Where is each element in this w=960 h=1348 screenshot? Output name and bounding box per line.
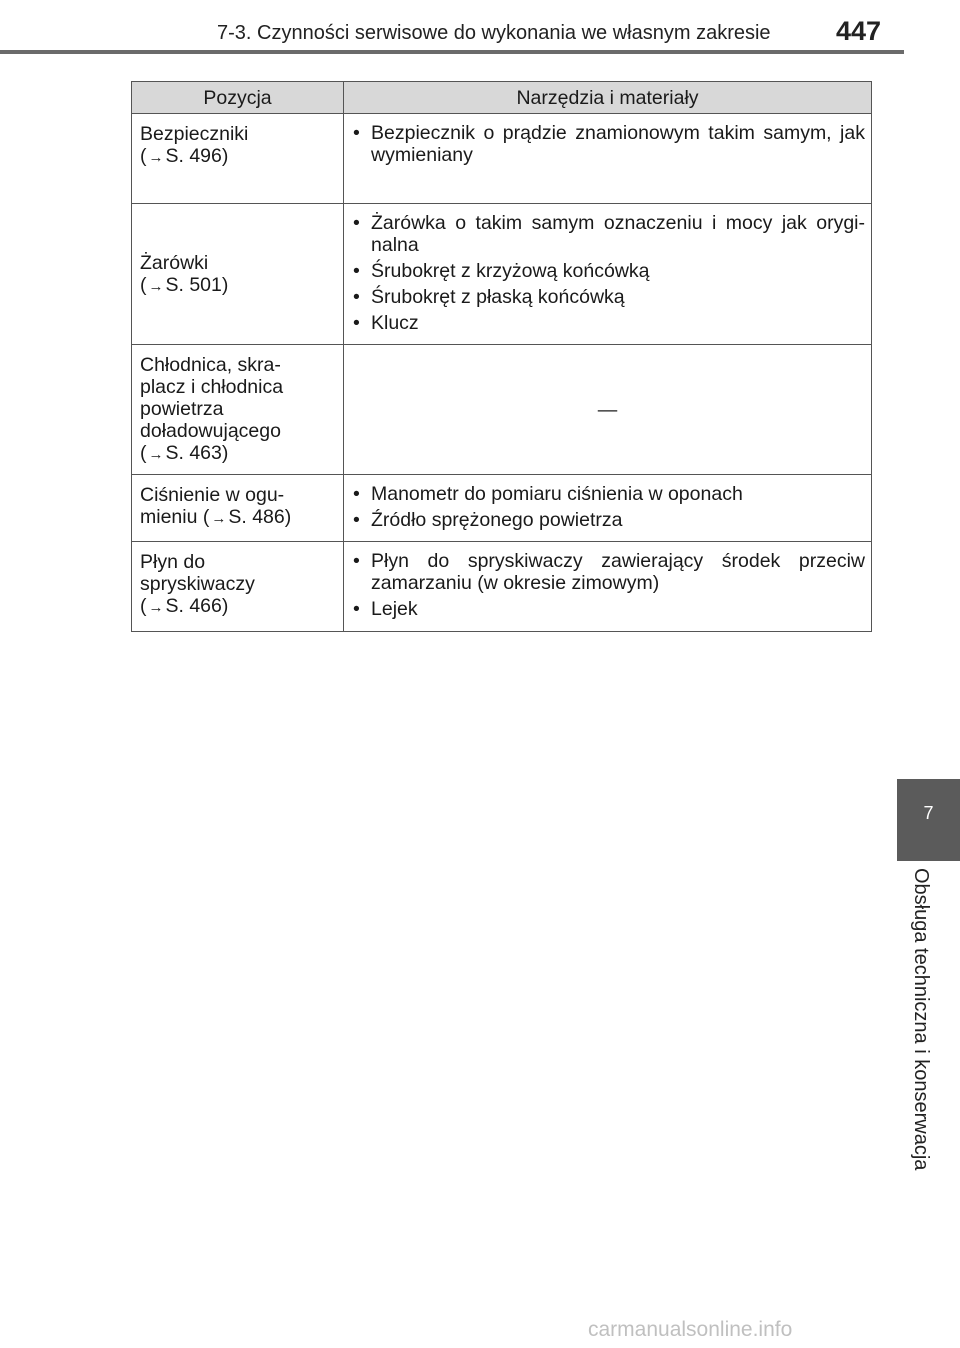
table-row (132, 204, 872, 345)
tools-list (352, 483, 865, 531)
page-reference-link[interactable]: S. 463) (165, 442, 229, 464)
list-item: • Płyn do spryskiwaczy zawierający środek przeciw zamarzaniu (w okresie zimowym) (352, 550, 865, 594)
page-reference-link[interactable]: S. 496) (165, 145, 229, 167)
item-label: spryskiwaczy (140, 573, 255, 595)
list-item: • Bezpiecznik o prądzie znamionowym takim samym, jak wymieniany (352, 122, 865, 166)
tools-cell (344, 114, 872, 204)
tools-list (352, 122, 865, 166)
tools-cell (344, 204, 872, 345)
list-item: • Źródło sprężonego powietrza (352, 509, 865, 531)
table-row (132, 475, 872, 542)
chapter-title: Obsługa techniczna i konserwacja (910, 868, 932, 1171)
item-label: Płyn do (140, 551, 206, 573)
item-label: placz i chłodnica (140, 376, 284, 398)
item-cell: Bezpieczniki ( → S. 496) (132, 114, 344, 204)
column-header-item: Pozycja (132, 82, 344, 114)
list-item: • Lejek (352, 598, 865, 620)
item-label: doładowującego (140, 420, 281, 442)
list-item: • Żarówka o takim samym oznaczeniu i mocy jak orygi-nalna (352, 212, 865, 256)
tools-table (131, 81, 872, 632)
arrow-right-icon: → (148, 446, 164, 463)
item-label: Ciśnienie w ogu- (140, 484, 285, 506)
table-row (132, 114, 872, 204)
item-label: powietrza (140, 398, 224, 420)
table-row (132, 542, 872, 632)
list-item: • Manometr do pomiaru ciśnienia w oponach (352, 483, 865, 505)
tools-list (352, 550, 865, 620)
item-label: Żarówki (140, 251, 209, 274)
table-header-row (132, 82, 872, 114)
tools-cell (344, 542, 872, 632)
list-item: • Śrubokręt z krzyżową końcówką (352, 260, 865, 282)
page-number: 447 (836, 16, 882, 46)
item-cell: Chłodnica, skra- placz i chłodnica powietrza doładowującego ( → S. 463) (132, 345, 344, 475)
column-header-tools: Narzędzia i materiały (344, 82, 872, 114)
arrow-right-icon: → (148, 599, 164, 616)
tools-cell (344, 345, 872, 475)
page-reference-link[interactable]: S. 486) (228, 506, 292, 528)
tools-cell (344, 475, 872, 542)
arrow-right-icon: → (148, 277, 164, 295)
page-reference-link[interactable]: S. 501) (165, 273, 229, 296)
item-cell (132, 475, 344, 542)
item-cell: Płyn do spryskiwaczy ( → S. 466) (132, 542, 344, 632)
header-divider (0, 50, 904, 54)
watermark-text: carmanualsonline.info (588, 1318, 793, 1341)
tools-list (352, 212, 865, 334)
chapter-number: 7 (923, 803, 934, 823)
page-header (0, 0, 960, 60)
item-label: Bezpieczniki (140, 123, 249, 145)
list-item: • Klucz (352, 312, 865, 334)
table-row (132, 345, 872, 475)
no-tools-dash: — (597, 398, 618, 421)
item-cell: Żarówki ( → S. 501) (132, 204, 344, 345)
page-reference-link[interactable]: S. 466) (165, 595, 229, 617)
arrow-right-icon: → (211, 510, 227, 527)
chapter-tab[interactable] (897, 779, 960, 861)
section-title: 7-3. Czynności serwisowe do wykonania we własnym zakresie (217, 22, 771, 44)
item-label: mieniu ( (140, 506, 210, 528)
list-item: • Śrubokręt z płaską końcówką (352, 286, 865, 308)
arrow-right-icon: → (148, 149, 164, 166)
item-label: Chłodnica, skra- (140, 354, 281, 376)
